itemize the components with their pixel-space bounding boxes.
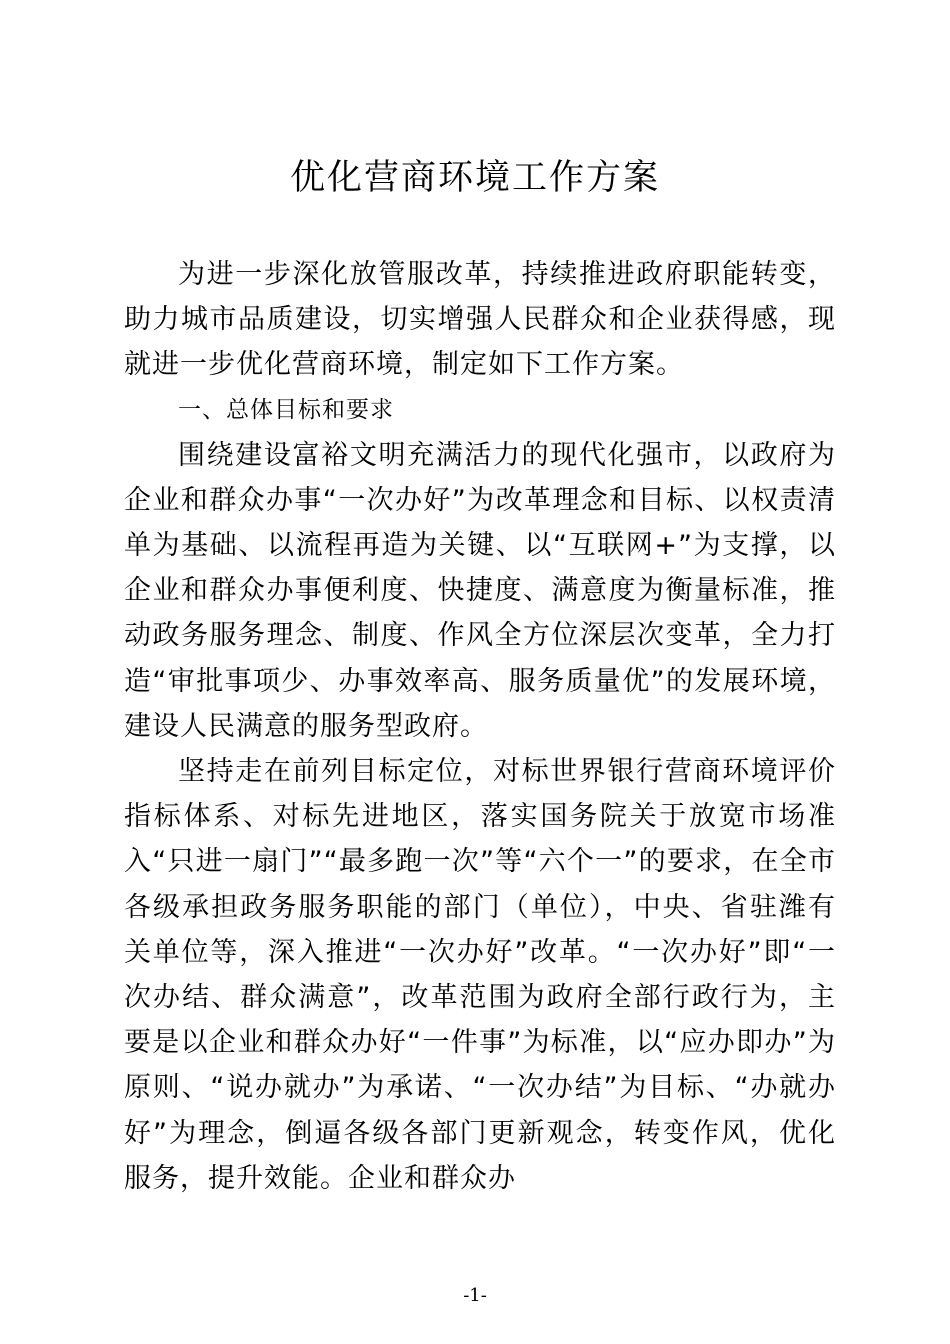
- intro-paragraph: 为进一步深化放管服改革，持续推进政府职能转变，助力城市品质建设，切实增强人民群众和企业获得感，现就进一步优化营商环境，制定如下工作方案。: [124, 259, 836, 381]
- body-paragraph-1: 围绕建设富裕文明充满活力的现代化强市，以政府为企业和群众办事“一次办好”为改革理念和目标、以权责清单为基础、以流程再造为关键、以“互联网+”为支撑，以企业和群众办事便利度、快捷度、满意度为衡量标准，推动政务服务理念、制度、作风全方位深层次变革，全力打造“审批事项少、办事效率高、服务质量优”的发展环境，建设人民满意的服务型政府。: [124, 439, 836, 742]
- section-heading: 一、总体目标和要求: [178, 396, 394, 423]
- document-body: [124, 252, 836, 1201]
- page-number: -1-: [463, 1285, 487, 1306]
- body-paragraph-2: 坚持走在前列目标定位，对标世界银行营商环境评价指标体系、对标先进地区，落实国务院关于放宽市场准入“只进一扇门”“最多跑一次”等“六个一”的要求，在全市各级承担政务服务职能的部门（单位），中央、省驻潍有关单位等，深入推进“一次办好”改革。“一次办好”即“一次办结、群众满意”，改革范围为政府全部行政行为，主要是以企业和群众办好“一件事”为标准，以“应办即办”为原则、“说办就办”为承诺、“一次办结”为目标、“办就办好”为理念，倒逼各级各部门更新观念，转变作风，优化服务，提升效能。企业和群众办: [124, 756, 836, 1194]
- document-title: 优化营商环境工作方案: [289, 158, 660, 198]
